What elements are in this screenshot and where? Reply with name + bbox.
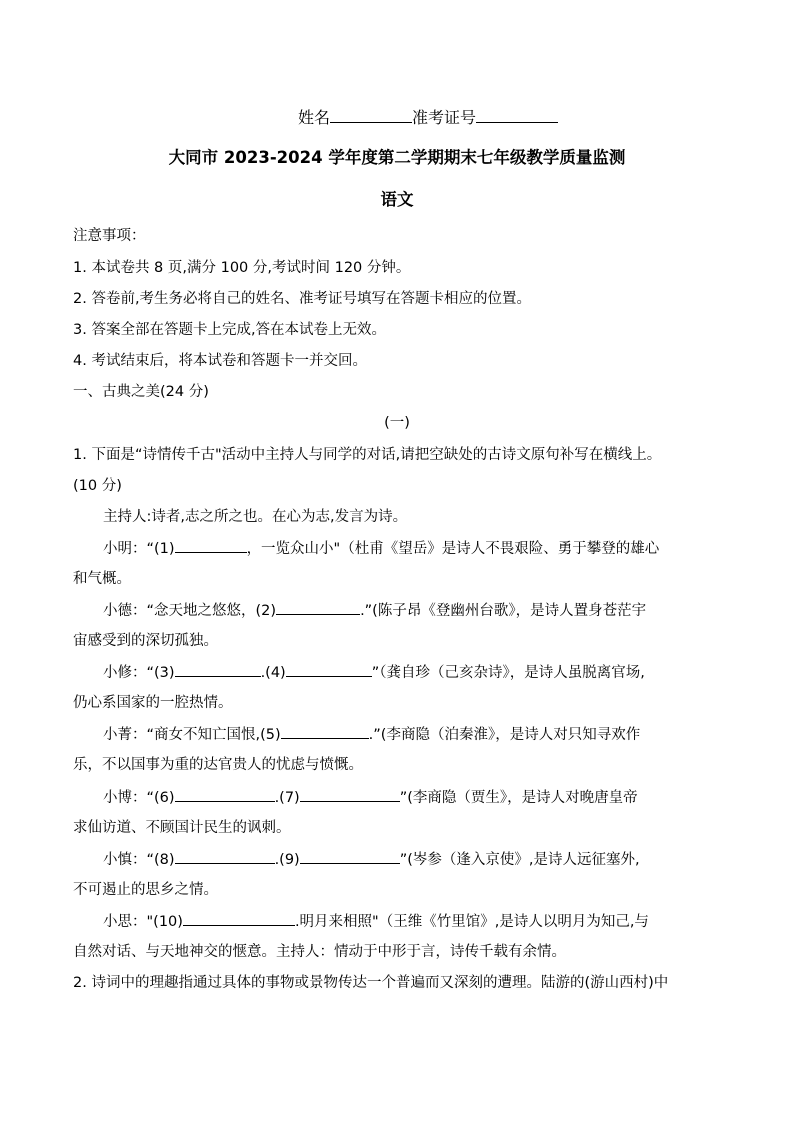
dialogue-xiaojing: 小菁：“商女不知亡国恨,(5) .”(李商隐（泊秦淮》，是诗人对只知寻欢作 [103,724,640,745]
question-1-points: (10 分) [73,478,122,494]
answer-blank-8 [175,849,275,864]
dialogue-xiaoxiu-cont: 仍心系国家的一腔热情。 [73,695,233,711]
part-label: (一) [384,415,410,431]
dialogue-xiaojing-cont: 乐，不以国事为重的达官贵人的忧虑与愤慨。 [73,757,363,773]
dialogue-xiaobo: 小博：“(6) .(7) ”(李商隐（贾生》，是诗人对晚唐皇帝 [103,787,638,808]
subject-title: 语文 [380,190,414,209]
name-blank [330,108,412,123]
dialogue-xiaosi: 小思："(10) .明月来相照"（王维《竹里馆》,是诗人以明月为知己,与 [103,911,649,932]
dialogue-xiaoming-cont: 和气概。 [73,571,131,587]
notice-item: 3. 答案全部在答题卡上完成,答在本试卷上无效。 [73,322,387,338]
dialogue-xiaozhen: 小慎：“(8) .(9) ”(岑参（逢入京使》,是诗人远征塞外, [103,849,640,870]
exam-title: 大同市 2023-2024 学年度第二学期期末七年级教学质量监测 [168,148,626,167]
answer-blank-1 [175,538,247,553]
answer-blank-3 [175,662,261,677]
candidate-info-line [298,108,558,128]
answer-blank-6 [175,787,275,802]
question-2-stem: 2. 诗词中的理趣指通过具体的事物或景物传达一个普遍而又深刻的遭理。陆游的(游山西村)中 [73,975,669,991]
dialogue-xiaode-cont: 宙感受到的深切孤独。 [73,633,218,649]
section-heading: 一、古典之美(24 分) [73,384,209,400]
answer-blank-2 [276,600,360,615]
exam-number-label: 准考证号 [412,108,477,127]
question-1-stem: 1. 下面是“诗情传千古"活动中主持人与同学的对话,请把空缺处的古诗文原句补写在横线上。 [73,447,662,463]
dialogue-xiaoming: 小明：“(1) ，一览众山小"（杜甫《望岳》是诗人不畏艰险、勇于攀登的雄心 [103,538,659,559]
name-label: 姓名 [298,108,331,127]
dialogue-xiaozhen-cont: 不可遏止的思乡之情。 [73,882,218,898]
dialogue-xiaobo-cont: 求仙访道、不顾国计民生的讽刺。 [73,820,291,836]
dialogue-xiaosi-cont: 自然对话、与天地神交的惬意。主持人：情动于中形于言，诗传千载有余情。 [73,944,566,960]
exam-number-blank [476,108,558,123]
answer-blank-10 [183,911,295,926]
host-intro: 主持人:诗者,志之所之也。在心为志,发言为诗。 [103,509,408,525]
answer-blank-5 [281,724,369,739]
notice-item: 1. 本试卷共 8 页,满分 100 分,考试时间 120 分钟。 [73,260,411,276]
notice-item: 2. 答卷前,考生务必将自己的姓名、准考证号填写在答题卡相应的位置。 [73,291,532,307]
dialogue-xiaode: 小德：“念天地之悠悠，(2) .”(陈子昂《登幽州台歌》，是诗人置身苍茫宇 [103,600,646,621]
answer-blank-4 [286,662,372,677]
notice-heading: 注意事项： [73,228,146,244]
answer-blank-7 [300,787,400,802]
dialogue-xiaoxiu: 小修：“(3) .(4) ”（龚自珍（己亥杂诗》，是诗人虽脱离官场, [103,662,645,683]
notice-item: 4. 考试结束后，将本试卷和答题卡一并交回。 [73,353,367,369]
answer-blank-9 [300,849,400,864]
